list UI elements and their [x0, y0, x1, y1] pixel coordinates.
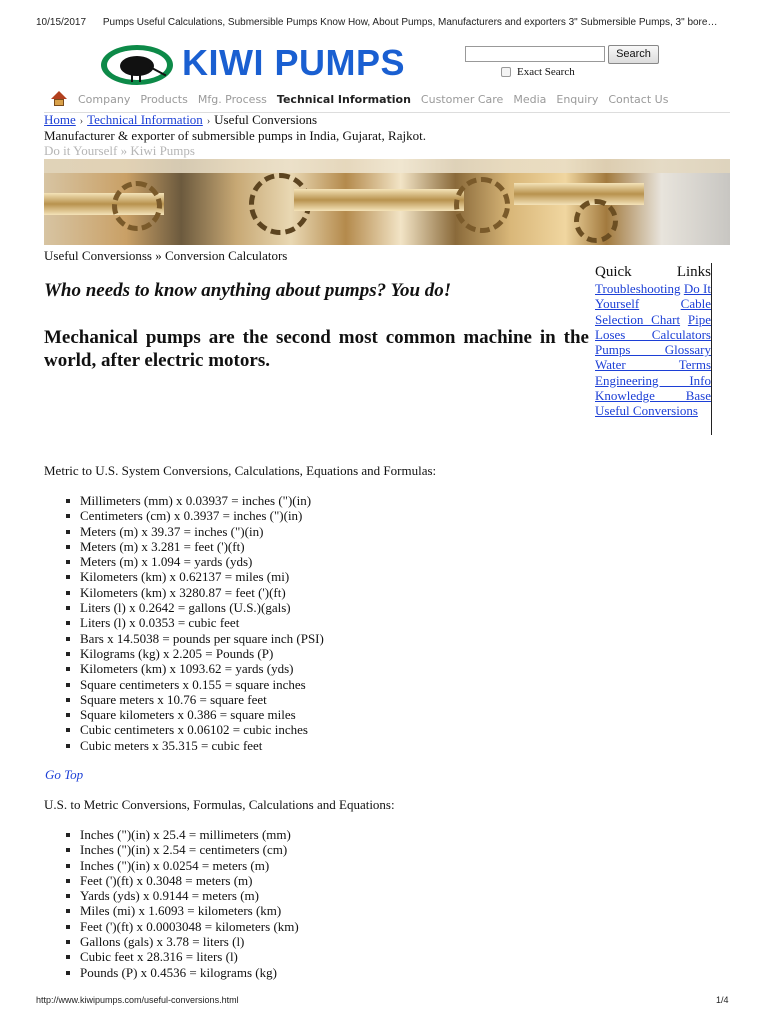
nav-item-media[interactable]: Media — [513, 92, 547, 106]
print-doc-title: Pumps Useful Calculations, Submersible Pumps Know How, About Pumps, Manufacturers and exporters 3" Submersible Pumps, 3" bore… — [102, 17, 718, 28]
metric-to-us-list — [62, 493, 324, 753]
list-item: Inches (")(in) x 25.4 = millimeters (mm) — [62, 827, 299, 842]
breadcrumb — [44, 112, 317, 128]
quick-link-pipe-loses-calculators[interactable]: Pipe Loses Calculators — [595, 311, 711, 342]
kiwi-bird-icon — [120, 56, 154, 76]
tagline: Manufacturer & exporter of submersible pumps in India, Gujarat, Rajkot. — [44, 128, 426, 143]
quick-links — [595, 263, 712, 435]
list-item: Liters (l) x 0.2642 = gallons (U.S.)(gals) — [62, 600, 324, 615]
search-input[interactable] — [465, 46, 605, 62]
nav-item-mfg-process[interactable]: Mfg. Process — [197, 92, 267, 106]
list-item: Cubic feet x 28.316 = liters (l) — [62, 949, 299, 964]
quick-link-knowledge-base[interactable]: Knowledge Base — [595, 388, 711, 404]
list-item: Centimeters (cm) x 0.3937 = inches (")(in) — [62, 508, 324, 523]
list-item: Feet (')(ft) x 0.0003048 = kilometers (km) — [62, 919, 299, 934]
nav-item-enquiry[interactable]: Enquiry — [556, 92, 599, 106]
main-nav — [51, 89, 678, 109]
nav-item-technical-information[interactable]: Technical Information — [276, 92, 411, 106]
list-item: Meters (m) x 1.094 = yards (yds) — [62, 554, 324, 569]
quick-link-do-it-yourself[interactable]: Do It Yourself — [595, 281, 711, 312]
list-item: Cubic meters x 35.315 = cubic feet — [62, 738, 324, 753]
list-item: Feet (')(ft) x 0.3048 = meters (m) — [62, 873, 299, 888]
kiwi-leg — [139, 74, 141, 82]
list-item: Pounds (P) x 0.4536 = kilograms (kg) — [62, 965, 299, 980]
quick-link-troubleshooting[interactable]: Troubleshooting — [595, 281, 681, 296]
list-item: Millimeters (mm) x 0.03937 = inches (")(in) — [62, 493, 324, 508]
list-item: Inches (")(in) x 0.0254 = meters (m) — [62, 858, 299, 873]
list-item: Meters (m) x 3.281 = feet (')(ft) — [62, 539, 324, 554]
breadcrumb-current: Useful Conversions — [214, 112, 318, 127]
list-item: Kilograms (kg) x 2.205 = Pounds (P) — [62, 646, 324, 661]
list-item: Inches (")(in) x 2.54 = centimeters (cm) — [62, 842, 299, 857]
quick-links-list — [595, 281, 711, 419]
print-date: 10/15/2017 — [36, 17, 87, 28]
print-page-number: 1/4 — [716, 995, 729, 1005]
list-item: Bars x 14.5038 = pounds per square inch (PSI) — [62, 631, 324, 646]
list-item: Miles (mi) x 1.6093 = kilometers (km) — [62, 903, 299, 918]
us-to-metric-list — [62, 827, 299, 980]
list-item: Square centimeters x 0.155 = square inches — [62, 677, 324, 692]
metric-to-us-intro: Metric to U.S. System Conversions, Calculations, Equations and Formulas: — [44, 463, 437, 478]
lead-paragraph: Mechanical pumps are the second most common machine in the world, after electric motors. — [44, 327, 589, 371]
quick-link-pumps-glossary[interactable]: Pumps Glossary — [595, 342, 711, 358]
list-item: Kilometers (km) x 1093.62 = yards (yds) — [62, 661, 324, 676]
breadcrumb-separator: › — [79, 116, 84, 127]
us-to-metric-intro: U.S. to Metric Conversions, Formulas, Calculations and Equations: — [44, 797, 395, 812]
list-item: Kilometers (km) x 0.62137 = miles (mi) — [62, 569, 324, 584]
search-button[interactable]: Search — [608, 45, 659, 64]
quick-link-cable-selection-chart[interactable]: Cable Selection Chart — [595, 296, 711, 327]
list-item: Square meters x 10.76 = square feet — [62, 692, 324, 707]
print-url: http://www.kiwipumps.com/useful-conversions.html — [36, 995, 239, 1005]
print-header — [36, 17, 717, 28]
kiwi-leg — [131, 74, 133, 82]
breadcrumb-separator: › — [206, 116, 211, 127]
quick-links-title: Quick Links — [595, 264, 711, 280]
list-item: Meters (m) x 39.37 = inches (")(in) — [62, 524, 324, 539]
quick-link-water-terms[interactable]: Water Terms — [595, 357, 711, 373]
list-item: Kilometers (km) x 3280.87 = feet (')(ft) — [62, 585, 324, 600]
headline: Who needs to know anything about pumps? You do! — [44, 280, 452, 301]
nav-item-customer-care[interactable]: Customer Care — [420, 92, 504, 106]
list-item: Liters (l) x 0.0353 = cubic feet — [62, 615, 324, 630]
quick-link-engineering-info[interactable]: Engineering Info — [595, 372, 711, 388]
nav-item-contact-us[interactable]: Contact Us — [608, 92, 669, 106]
go-top-link[interactable]: Go Top — [45, 767, 84, 782]
list-item: Gallons (gals) x 3.78 = liters (l) — [62, 934, 299, 949]
breadcrumb-technical-information[interactable]: Technical Information — [87, 112, 203, 127]
list-item: Cubic centimeters x 0.06102 = cubic inches — [62, 722, 324, 737]
banner-image — [44, 159, 730, 245]
section-title: Useful Conversionss » Conversion Calculators — [44, 248, 288, 263]
nav-item-products[interactable]: Products — [140, 92, 188, 106]
exact-search-label: Exact Search — [517, 66, 575, 78]
quick-link-useful-conversions[interactable]: Useful Conversions — [595, 403, 698, 419]
list-item: Yards (yds) x 0.9144 = meters (m) — [62, 888, 299, 903]
brand-name[interactable]: KIWI PUMPS — [182, 42, 406, 83]
diy-subtitle: Do it Yourself » Kiwi Pumps — [44, 143, 195, 158]
nav-item-company[interactable]: Company — [78, 92, 131, 106]
list-item: Square kilometers x 0.386 = square miles — [62, 707, 324, 722]
home-icon[interactable] — [51, 91, 67, 107]
breadcrumb-home[interactable]: Home — [44, 112, 76, 127]
exact-search-checkbox[interactable] — [501, 67, 511, 77]
